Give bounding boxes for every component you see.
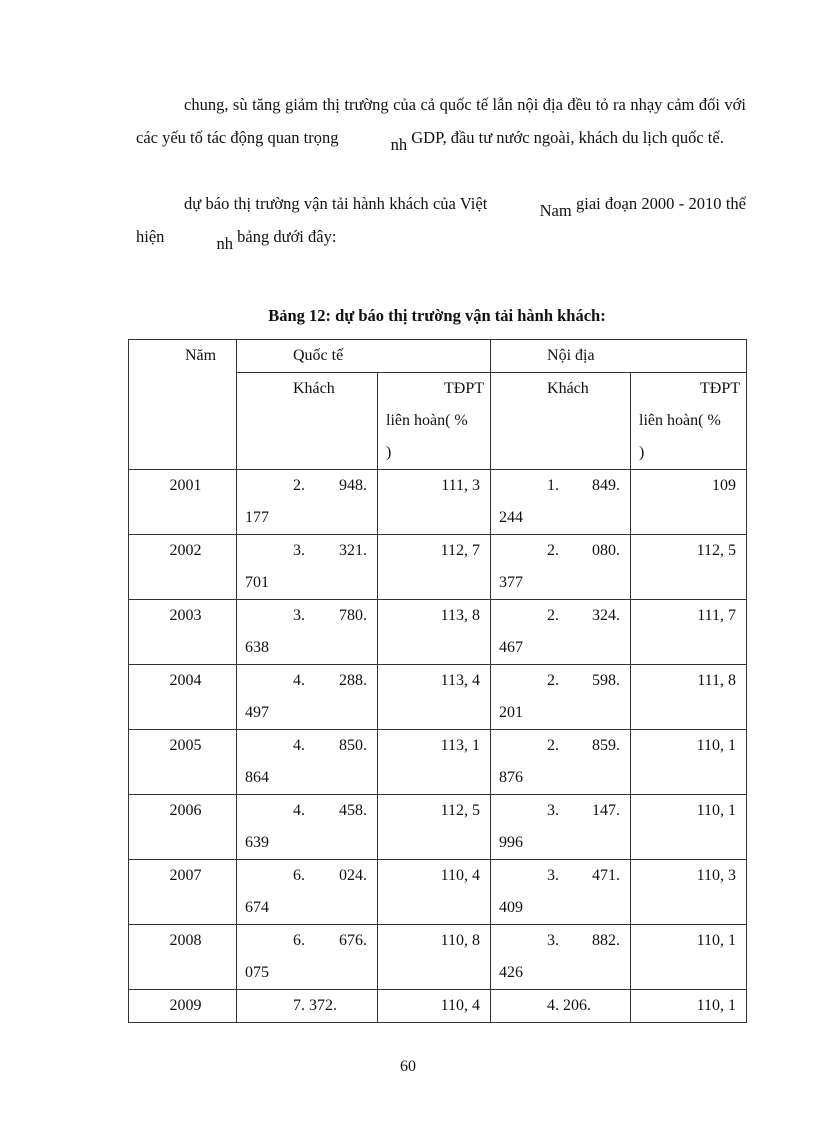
intl-khach-cell (237, 600, 378, 665)
year-value: 2007 (169, 867, 202, 884)
intl-khach-part-1: 4. (293, 672, 305, 689)
dom-khach-part-2: 324. (592, 607, 621, 624)
paragraph-2-text-a: dự báo thị trường vận tải hành khách của Việt (184, 194, 492, 213)
intl-pct-cell: 113, 8 (378, 600, 491, 665)
intl-pct-cell: 112, 5 (378, 795, 491, 860)
dom-khach-cell (491, 860, 631, 925)
intl-khach-part-1: 6. (293, 867, 305, 884)
year-cell (129, 925, 237, 990)
dom-khach-part-1: 3. (547, 932, 560, 949)
intl-pct-cell: 110, 4 (378, 990, 491, 1023)
intl-khach-part-3: 638 (245, 639, 269, 656)
paragraph-1-text-b: GDP, đầu tư nước ngoài, khách du lịch quốc tế. (407, 128, 724, 147)
dom-pct-cell: 110, 3 (631, 860, 747, 925)
intl-khach-part-1: 3. (293, 607, 305, 624)
year-value: 2009 (169, 997, 202, 1014)
dom-khach-cell (491, 600, 631, 665)
table-row (129, 665, 747, 730)
paragraph-2-text-c: bảng dưới đây: (233, 227, 337, 246)
intl-khach-part-3: 177 (245, 509, 269, 526)
header-intl-khach: Khách (237, 373, 378, 470)
dom-khach-part-1: 3. (547, 867, 560, 884)
header-dom: Nội địa (491, 340, 747, 373)
intl-khach-part-2: 458. (339, 802, 367, 819)
dom-pct-cell: 110, 1 (631, 990, 747, 1023)
year-value: 2004 (169, 672, 202, 689)
header-intl-tdpt (378, 373, 491, 470)
dom-pct-cell: 110, 1 (631, 925, 747, 990)
intl-khach-cell (237, 730, 378, 795)
intl-khach-part-3: 497 (245, 704, 269, 721)
intl-khach-cell: 7. 372. (237, 990, 378, 1023)
dom-pct-cell: 109 (631, 470, 747, 535)
year-cell (129, 470, 237, 535)
page-number: 60 (400, 1058, 416, 1075)
header-dom-khach: Khách (491, 373, 631, 470)
paragraph-1 (136, 88, 746, 154)
intl-khach-cell (237, 925, 378, 990)
intl-pct-cell: 113, 4 (378, 665, 491, 730)
year-value: 2005 (169, 737, 202, 754)
dom-khach-cell (491, 730, 631, 795)
year-value: 2003 (169, 607, 202, 624)
dom-pct-cell: 111, 7 (631, 600, 747, 665)
table-row (129, 470, 747, 535)
dom-khach-part-3: 201 (499, 704, 524, 721)
intl-khach-part-1: 4. (293, 802, 305, 819)
table-row (129, 535, 747, 600)
paragraph-2-text-b: giai đoạn 2000 - 2010 thể hiện (136, 194, 747, 246)
year-value: 2008 (169, 932, 202, 949)
intl-khach-part-1: 4. (293, 737, 305, 754)
dom-khach-part-2: 147. (592, 802, 621, 819)
intl-khach-part-3: 639 (245, 834, 269, 851)
table-row (129, 730, 747, 795)
dom-khach-part-2: 598. (592, 672, 621, 689)
dom-khach-part-3: 426 (499, 964, 524, 981)
header-intl-tdpt-2: liên hoàn( % (386, 412, 468, 429)
dom-khach-part-3: 876 (499, 769, 524, 786)
header-intl: Quốc tế (237, 340, 491, 373)
intl-khach-part-2: 948. (339, 477, 367, 494)
forecast-table (128, 339, 747, 1023)
dom-khach-cell (491, 535, 631, 600)
table-row-2009 (129, 990, 747, 1023)
dom-khach-part-1: 3. (547, 802, 560, 819)
year-value: 2002 (169, 542, 202, 559)
dom-khach-part-2: 859. (592, 737, 621, 754)
dom-khach-part-3: 377 (499, 574, 524, 591)
intl-pct-cell: 110, 4 (378, 860, 491, 925)
paragraph-2 (136, 187, 746, 253)
dom-pct-cell: 111, 8 (631, 665, 747, 730)
year-cell (129, 795, 237, 860)
intl-khach-part-1: 2. (293, 477, 305, 494)
dom-khach-part-2: 080. (592, 542, 621, 559)
dom-pct-cell: 110, 1 (631, 730, 747, 795)
intl-khach-part-2: 780. (339, 607, 367, 624)
intl-khach-part-2: 321. (339, 542, 367, 559)
year-cell (129, 730, 237, 795)
year-cell (129, 860, 237, 925)
dom-khach-part-3: 244 (499, 509, 524, 526)
dom-khach-part-2: 471. (592, 867, 621, 884)
dom-khach-cell (491, 795, 631, 860)
dom-khach-part-1: 2. (547, 737, 560, 754)
paragraph-1-nh: nh (390, 135, 408, 154)
dom-khach-part-3: 996 (499, 834, 524, 851)
intl-khach-cell (237, 860, 378, 925)
dom-khach-part-2: 849. (592, 477, 621, 494)
table-row (129, 925, 747, 990)
year-value: 2001 (169, 477, 202, 494)
dom-khach-part-1: 2. (547, 542, 560, 559)
header-dom-tdpt-1: TĐPT (700, 380, 741, 397)
year-value: 2006 (169, 802, 202, 819)
year-cell (129, 990, 237, 1023)
dom-khach-part-1: 1. (547, 477, 560, 494)
intl-khach-cell (237, 535, 378, 600)
intl-khach-part-2: 676. (339, 932, 367, 949)
header-dom-tdpt-3: ) (639, 444, 645, 461)
intl-khach-part-2: 288. (339, 672, 367, 689)
header-row-1 (129, 340, 747, 373)
dom-khach-part-1: 2. (547, 607, 560, 624)
table-caption: Bảng 12: dự báo thị trường vận tải hành khách: (268, 306, 606, 325)
intl-khach-part-2: 850. (339, 737, 367, 754)
intl-khach-cell (237, 470, 378, 535)
intl-khach-part-3: 864 (245, 769, 269, 786)
intl-khach-cell (237, 795, 378, 860)
table-row (129, 600, 747, 665)
header-dom-tdpt-2: liên hoàn( % (639, 412, 721, 429)
intl-pct-cell: 113, 1 (378, 730, 491, 795)
dom-khach-cell (491, 925, 631, 990)
dom-khach-part-3: 467 (499, 639, 524, 656)
dom-khach-part-2: 882. (592, 932, 621, 949)
intl-khach-part-3: 701 (245, 574, 269, 591)
intl-khach-part-2: 024. (339, 867, 367, 884)
table-row (129, 795, 747, 860)
intl-khach-part-3: 075 (245, 964, 269, 981)
intl-pct-cell: 112, 7 (378, 535, 491, 600)
dom-pct-cell: 110, 1 (631, 795, 747, 860)
intl-pct-cell: 110, 8 (378, 925, 491, 990)
intl-khach-part-1: 6. (293, 932, 305, 949)
year-cell (129, 665, 237, 730)
table-row (129, 860, 747, 925)
dom-khach-cell (491, 665, 631, 730)
dom-khach-cell (491, 470, 631, 535)
intl-khach-part-1: 3. (293, 542, 305, 559)
paragraph-1-text-a: chung, sù tăng giảm thị trường của cả quốc tế lẫn nội địa đều tỏ ra nhạy cảm đối với các yếu tố tác động quan trọng (136, 95, 746, 147)
paragraph-2-nam: Nam (539, 201, 572, 220)
intl-khach-part-3: 674 (245, 899, 269, 916)
dom-khach-part-1: 2. (547, 672, 560, 689)
intl-khach-cell (237, 665, 378, 730)
header-intl-tdpt-3: ) (386, 444, 392, 461)
year-cell (129, 600, 237, 665)
intl-pct-cell: 111, 3 (378, 470, 491, 535)
header-dom-tdpt (631, 373, 747, 470)
header-year: Năm (129, 340, 237, 470)
dom-khach-part-3: 409 (499, 899, 524, 916)
paragraph-2-nh: nh (216, 234, 234, 253)
dom-khach-cell: 4. 206. (491, 990, 631, 1023)
dom-pct-cell: 112, 5 (631, 535, 747, 600)
header-intl-tdpt-1: TĐPT (444, 380, 485, 397)
year-cell (129, 535, 237, 600)
